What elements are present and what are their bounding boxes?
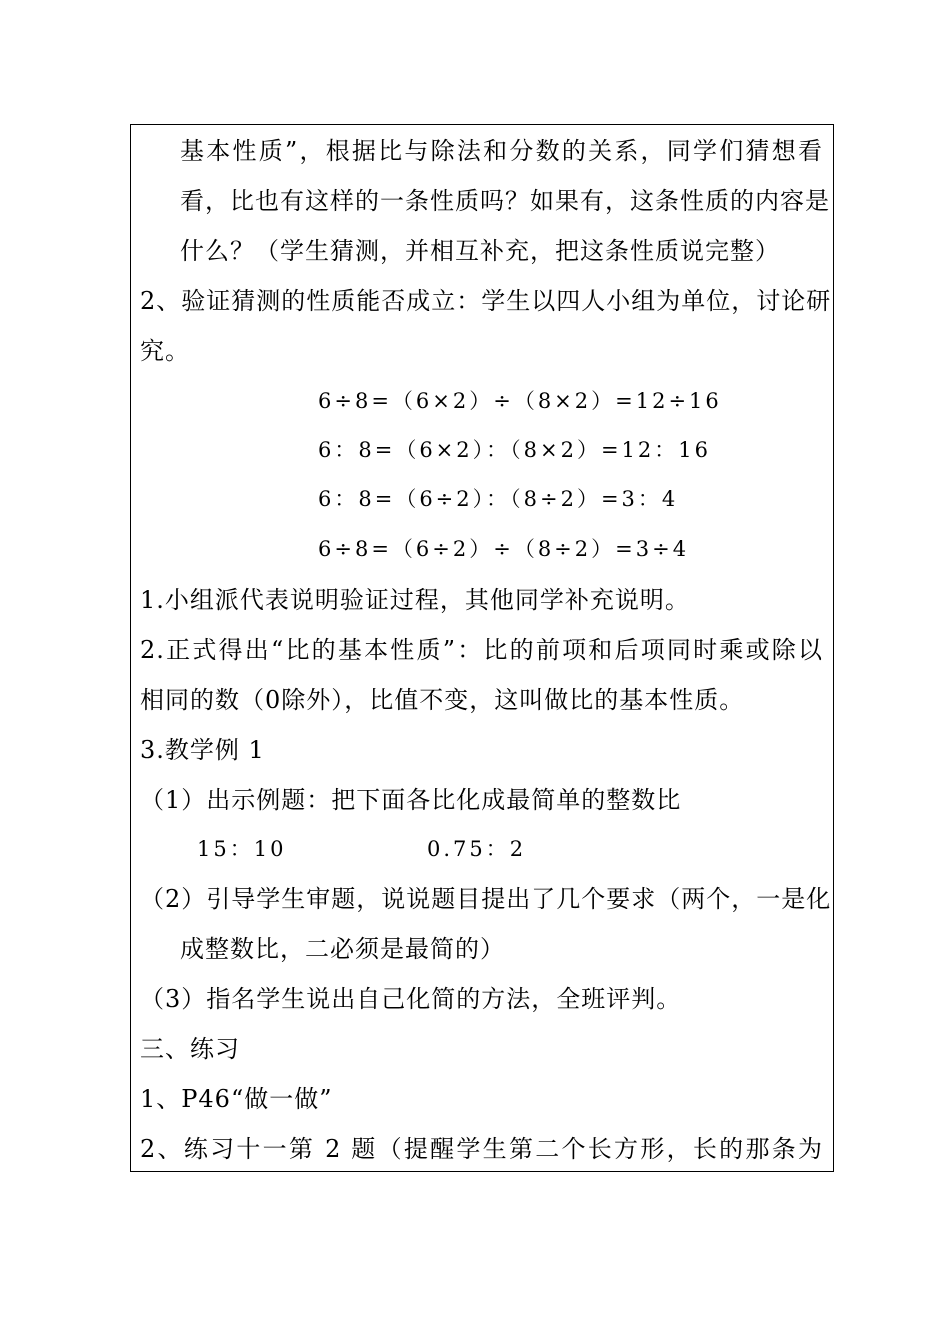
paragraph-line: 看，比也有这样的一条性质吗？如果有，这条性质的内容是 [180, 187, 830, 215]
step-line: 1.小组派代表说明验证过程，其他同学补充说明。 [140, 586, 690, 614]
practice-item: 2、练习十一第 2 题（提醒学生第二个长方形，长的那条为 [140, 1135, 823, 1163]
step-line: （1）出示例题：把下面各比化成最简单的整数比 [140, 786, 682, 814]
step-line: 成整数比，二必须是最简的） [180, 935, 505, 963]
step-line: （3）指名学生说出自己化简的方法，全班评判。 [140, 985, 682, 1013]
step-line: 相同的数（0除外），比值不变，这叫做比的基本性质。 [140, 686, 745, 714]
formula-line: 6：8=（6×2）：（8×2）=12：16 [318, 438, 711, 462]
formula-line: 6：8=（6÷2）：（8÷2）=3：4 [318, 487, 679, 511]
formula-line: 6÷8=（6÷2）÷（8÷2）=3÷4 [318, 537, 690, 561]
example-ratio: 15：10 [197, 837, 287, 861]
step-line: （2）引导学生审题，说说题目提出了几个要求（两个，一是化 [140, 885, 832, 913]
step-line: 3.教学例 1 [140, 736, 265, 764]
formula-line: 6÷8=（6×2）÷（8×2）=12÷16 [318, 389, 722, 413]
paragraph-line: 2、验证猜测的性质能否成立：学生以四人小组为单位，讨论研 [140, 287, 832, 315]
practice-item: 1、P46“做一做” [140, 1085, 333, 1113]
section-heading: 三、练习 [140, 1035, 240, 1063]
paragraph-line: 什么？（学生猜测，并相互补充，把这条性质说完整） [180, 237, 780, 265]
step-line: 2.正式得出“比的基本性质”：比的前项和后项同时乘或除以 [140, 636, 823, 664]
paragraph-line: 究。 [140, 337, 190, 365]
example-ratio: 0.75：2 [427, 837, 527, 861]
paragraph-line: 基本性质”，根据比与除法和分数的关系，同学们猜想看 [180, 137, 823, 165]
